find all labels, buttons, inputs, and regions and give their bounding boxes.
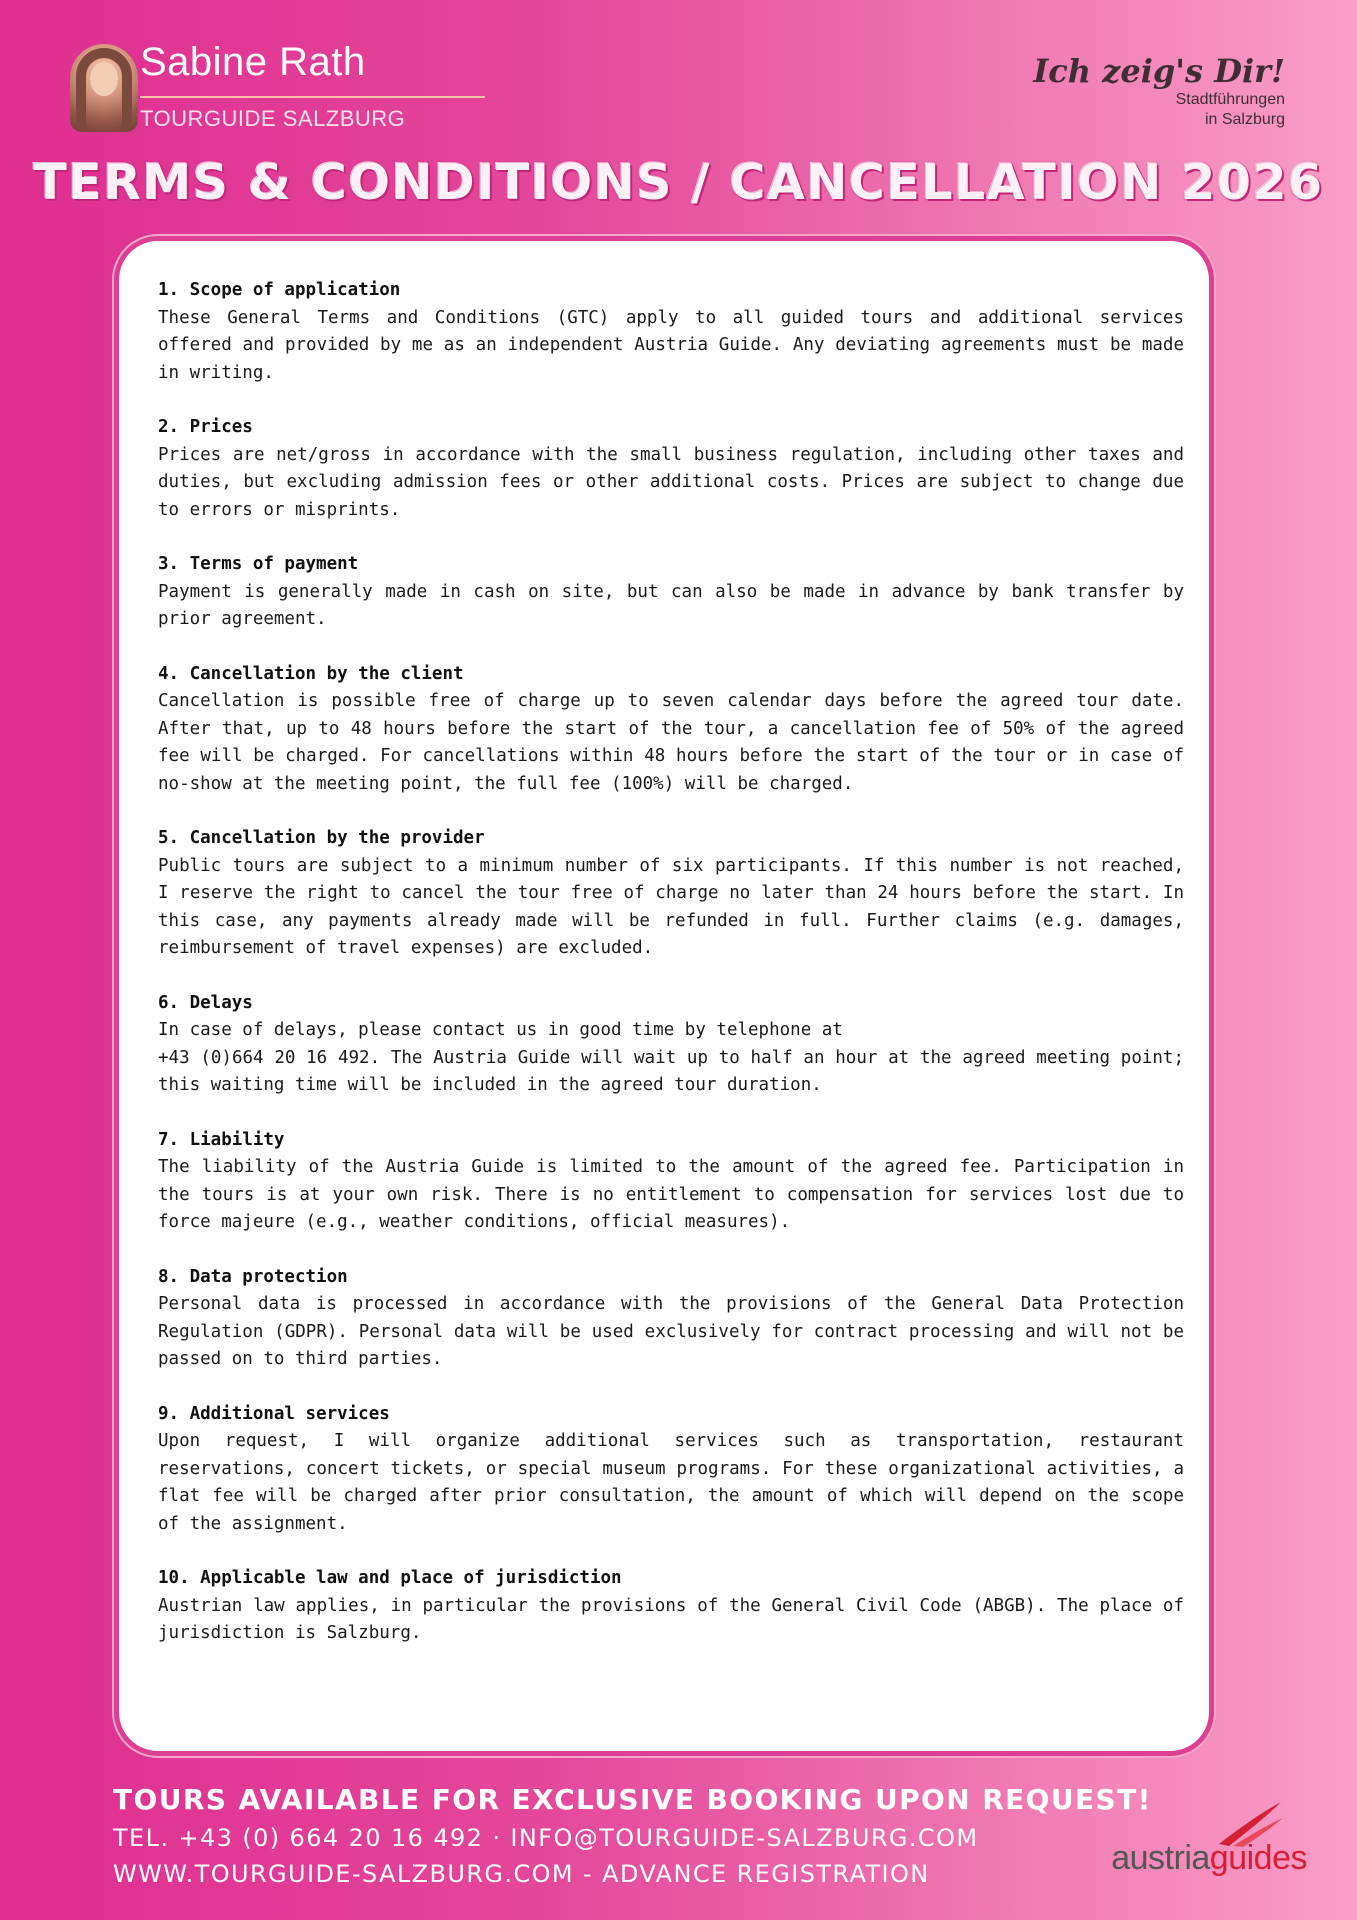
section-heading: 3. Terms of payment <box>158 554 359 574</box>
section-heading: 9. Additional services <box>158 1403 390 1424</box>
section-body: Upon request, I will organize additional services such as transportation, restaurant reservations, concert tickets, or special museum programs. For these organizational activities, a flat fee will be charged after prior consultation, the amount of which will depend on the scope of the assignment. <box>158 1431 1184 1534</box>
footer <box>113 1780 1152 1892</box>
section-body: The liability of the Austria Guide is limited to the amount of the agreed fee. Participation in the tours is at your own risk. There is no entitlement to compensation for services lost due to force majeure (e.g., weather conditions, official measures). <box>158 1157 1184 1232</box>
slogan-line-1: Stadtführungen <box>1175 91 1285 108</box>
section-prices <box>158 414 1184 524</box>
section-delays <box>158 990 1184 1100</box>
section-scope <box>158 277 1184 387</box>
section-heading: 6. Delays <box>158 992 253 1013</box>
slogan-title: Ich zeig's Dir! <box>1033 52 1285 90</box>
brand-block <box>70 40 430 140</box>
section-heading: 8. Data protection <box>158 1266 348 1287</box>
section-body: Austrian law applies, in particular the provisions of the General Civil Code (ABGB). The place of jurisdiction is Salzburg. <box>158 1595 1184 1643</box>
section-cancellation-client <box>158 661 1184 799</box>
section-body-line: In case of delays, please contact us in good time by telephone at <box>158 1020 843 1040</box>
page-title: TERMS & CONDITIONS / CANCELLATION 2026 <box>33 154 1324 211</box>
avatar-face <box>90 62 118 96</box>
brand-subtitle: TOURGUIDE SALZBURG <box>140 106 406 131</box>
slogan-block <box>1033 52 1285 130</box>
section-body: Payment is generally made in cash on site, but can also be made in advance by bank transfer by prior agreement. <box>158 581 1184 629</box>
logo-text <box>1111 1839 1307 1878</box>
section-body: Prices are net/gross in accordance with the small business regulation, including other taxes and duties, but excluding admission fees or other additional costs. Prices are subject to change due to errors or misprints. <box>158 444 1184 520</box>
slogan-line-2: in Salzburg <box>1204 111 1285 128</box>
section-data-protection <box>158 1264 1184 1374</box>
section-liability <box>158 1127 1184 1237</box>
section-body: These General Terms and Conditions (GTC) apply to all guided tours and additional services offered and provided by me as an independent Austria Guide. Any deviating agreements must be made in writing. <box>158 307 1184 383</box>
footer-booking-note: TOURS AVAILABLE FOR EXCLUSIVE BOOKING UPON REQUEST! <box>113 1783 1152 1816</box>
section-body: Personal data is processed in accordance with the provisions of the General Data Protection Regulation (GDPR). Personal data will be used exclusively for contract processing and will not be passed on to third parties. <box>158 1294 1184 1369</box>
section-body: Cancellation is possible free of charge up to seven calendar days before the agreed tour date. After that, up to 48 hours before the start of the tour, a cancellation fee of 50% of the agreed fee will be charged. For cancellations within 48 hours before the start of the tour or in case of no-show at the meeting point, the full fee (100%) will be charged. <box>158 691 1184 794</box>
section-heading: 2. Prices <box>158 417 253 437</box>
brand-divider <box>140 96 485 98</box>
section-cancellation-provider <box>158 825 1184 963</box>
brand-name: Sabine Rath <box>140 40 366 84</box>
logo-text-austria: austria <box>1111 1839 1210 1877</box>
footer-website: WWW.TOURGUIDE-SALZBURG.COM - ADVANCE REGISTRATION <box>113 1860 930 1888</box>
terms-card <box>114 236 1214 1756</box>
section-payment <box>158 551 1184 634</box>
section-body: +43 (0)664 20 16 492. The Austria Guide will wait up to half an hour at the agreed meeting point; this waiting time will be included in the agreed tour duration. <box>158 1047 1184 1095</box>
austriaguides-logo <box>1107 1800 1307 1880</box>
logo-text-guides: guides <box>1209 1839 1307 1877</box>
section-heading: 10. Applicable law and place of jurisdiction <box>158 1568 622 1588</box>
avatar <box>70 44 138 132</box>
footer-contact: TEL. +43 (0) 664 20 16 492 · INFO@TOURGUIDE-SALZBURG.COM <box>113 1824 979 1852</box>
section-body: Public tours are subject to a minimum number of six participants. If this number is not reached, I reserve the right to cancel the tour free of charge no later than 24 hours before the start. In this case, any payments already made will be refunded in full. Further claims (e.g. damages, reimbursement of travel expenses) are excluded. <box>158 855 1184 958</box>
section-heading: 4. Cancellation by the client <box>158 663 464 684</box>
section-additional-services <box>158 1401 1184 1539</box>
section-applicable-law <box>158 1565 1184 1648</box>
section-heading: 1. Scope of application <box>158 280 401 300</box>
section-heading: 5. Cancellation by the provider <box>158 828 485 848</box>
section-heading: 7. Liability <box>158 1129 285 1150</box>
